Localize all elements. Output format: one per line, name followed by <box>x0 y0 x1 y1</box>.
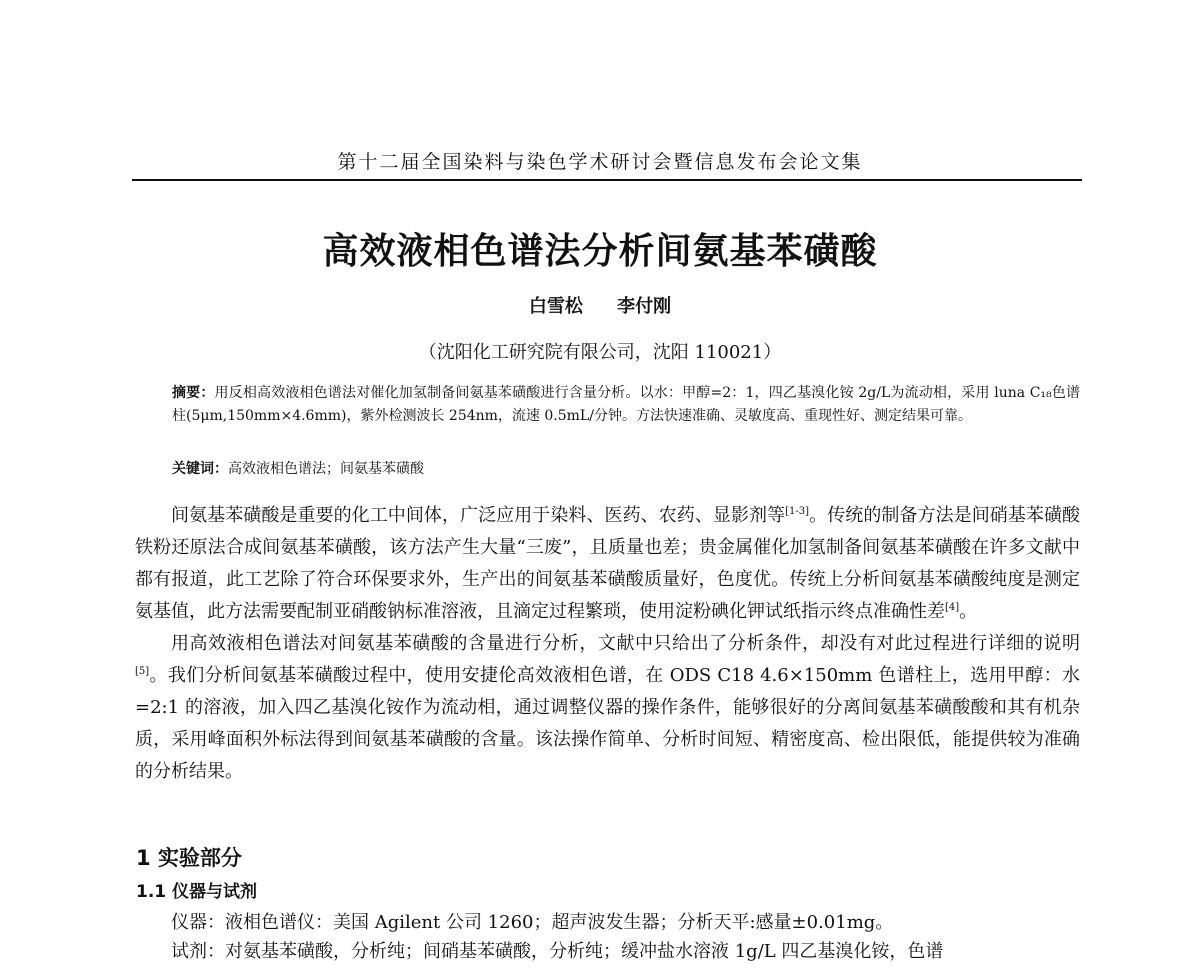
affiliation: （沈阳化工研究院有限公司，沈阳 110021） <box>418 342 782 363</box>
subsection-heading: 1.1 仪器与试剂 <box>136 882 258 902</box>
author-name: 李付刚 <box>617 296 672 317</box>
text-run: 。我们分析间氨基苯磺酸过程中，使用安捷伦高效液相色谱，在 ODS C18 4.6×150mm 色谱柱上，选用甲醇：水=2:1 的溶液，加入四乙基溴化铵作为流动相，通过调整仪器的操作条件，能够很好的分离间氨基苯磺酸酸和其有机杂质，采用峰面积外标法得到间氨基苯磺酸的含量。该法操作简单、分析时间短、精密度高、检出限低，能提供较为准确的分析结果。 <box>135 665 1080 782</box>
running-header: 第十二届全国染料与染色学术研讨会暨信息发布会论文集 <box>337 151 863 173</box>
keywords <box>172 458 1080 481</box>
author-name: 白雪松 <box>528 296 583 317</box>
text-run: 用高效液相色谱法对间氨基苯磺酸的含量进行分析，文献中只给出了分析条件，却没有对此过程进行详细的说明 <box>171 633 1080 654</box>
paragraph <box>135 628 1080 788</box>
abstract-label: 摘要： <box>172 385 215 401</box>
abstract <box>172 382 1080 428</box>
text-run: 。传统的制备方法是间硝基苯磺酸铁粉还原法合成间氨基苯磺酸，该方法产生大量“三废”，且质量也差；贵金属催化加氢制备间氨基苯磺酸在许多文献中都有报道，此工艺除了符合环保要求外，生产出的间氨基苯磺酸质量好，色度优。传统上分析间氨基苯磺酸纯度是测定氨基值，此方法需要配制亚硝酸钠标准溶液，且滴定过程繁琐，使用淀粉碘化钾试纸指示终点准确性差 <box>135 505 1081 622</box>
authors <box>0 292 1200 318</box>
text-run: 间氨基苯磺酸是重要的化工中间体，广泛应用于染料、医药、农药、显影剂等 <box>171 505 786 526</box>
section-heading: 1 实验部分 <box>136 846 242 870</box>
paper-title: 高效液相色谱法分析间氨基苯磺酸 <box>322 231 878 272</box>
citation: [4] <box>945 602 960 613</box>
citation: [5] <box>135 666 150 677</box>
text-run: 。 <box>959 601 978 622</box>
instruments-line: 仪器：液相色谱仪：美国 Agilent 公司 1260；超声波发生器；分析天平:感量±0.01mg。 <box>171 912 894 933</box>
abstract-text: 用反相高效液相色谱法对催化加氢制备间氨基苯磺酸进行含量分析。以水：甲醇=2：1，四乙基溴化铵 2g/L为流动相，采用 luna C₁₈色谱柱(5μm,150mm×4.6mm)，紫外检测波长 254nm，流速 0.5mL/分钟。方法快速准确、灵敏度高、重现性好、测定结果可靠。 <box>172 385 1080 424</box>
keywords-text: 高效液相色谱法；间氨基苯磺酸 <box>228 461 424 477</box>
keywords-label: 关键词： <box>172 461 228 477</box>
citation: [1-3] <box>785 506 810 517</box>
header-rule <box>132 179 1082 181</box>
paragraph <box>135 500 1080 628</box>
body-text <box>135 500 1080 788</box>
reagents-line: 试剂：对氨基苯磺酸，分析纯；间硝基苯磺酸，分析纯；缓冲盐水溶液 1g/L 四乙基溴化铵，色谱 <box>171 941 944 962</box>
